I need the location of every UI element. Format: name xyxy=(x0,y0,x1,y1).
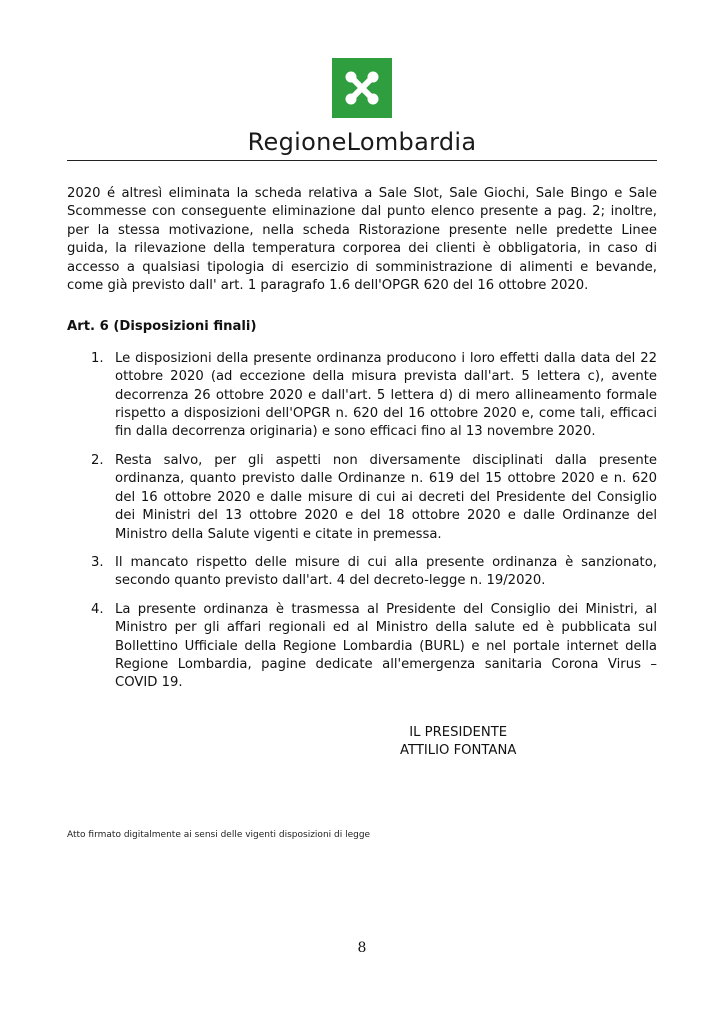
header-divider xyxy=(67,160,657,161)
list-item xyxy=(67,452,657,544)
rosa-camuna-icon xyxy=(332,58,392,118)
document-body xyxy=(67,185,657,703)
list-item-text: La presente ordinanza è trasmessa al Presidente del Consiglio dei Ministri, al Ministro per gli affari regionali ed al Ministro della salute ed è pubblicata sul Bollettino Ufficiale della Regione Lombardia (BURL) e nel portale internet della Regione Lombardia, pagine dedicate all'emergenza sanitaria Corona Virus – COVID 19. xyxy=(115,601,657,691)
page-number: 8 xyxy=(357,940,367,956)
brand-text: RegioneLombardia xyxy=(247,128,477,156)
signature-name: ATTILIO FONTANA xyxy=(400,743,517,759)
list-item-number: 2. xyxy=(91,452,104,468)
signature-block xyxy=(400,724,516,761)
provisions-list xyxy=(67,350,657,693)
list-item xyxy=(67,350,657,442)
list-item-text: Resta salvo, per gli aspetti non diversamente disciplinati dalla presente ordinanza, quanto previsto dalle Ordinanze n. 619 del 15 ottobre 2020 e n. 620 del 16 ottobre 2020 e dalle misure di cui ai decreti del Presidente del Consiglio dei Ministri del 13 ottobre 2020 e del 18 ottobre 2020 e dalle Ordinanze del Ministro della Salute vigenti e citate in premessa. xyxy=(115,452,657,542)
list-item xyxy=(67,554,657,591)
list-item-number: 3. xyxy=(91,554,104,570)
digital-signature-note: Atto firmato digitalmente ai sensi delle vigenti disposizioni di legge xyxy=(67,830,371,840)
regione-lombardia-logo-icon xyxy=(332,58,392,118)
signature-role: IL PRESIDENTE xyxy=(409,725,508,740)
list-item-text: Il mancato rispetto delle misure di cui alla presente ordinanza è sanzionato, secondo quanto previsto dall'art. 4 del decreto-legge n. 19/2020. xyxy=(115,554,657,589)
list-item xyxy=(67,601,657,693)
list-item-number: 4. xyxy=(91,601,104,617)
document-header xyxy=(0,58,724,156)
list-item-text: Le disposizioni della presente ordinanza producono i loro effetti dalla data del 22 ottobre 2020 (ad eccezione della misura prevista dall'art. 5 lettera c), avente decorrenza 26 ottobre 2020 e dall'art. 5 lettera d) di mero allineamento formale rispetto a disposizioni dell'OPGR n. 620 del 16 ottobre 2020 e, come tali, efficaci fin dalla decorrenza originaria) e sono efficaci fino al 13 novembre 2020. xyxy=(115,350,657,440)
list-item-number: 1. xyxy=(91,350,104,366)
intro-paragraph: 2020 é altresì eliminata la scheda relativa a Sale Slot, Sale Giochi, Sale Bingo e Sale Scommesse con conseguente eliminazione dal punto elenco presente a pag. 2; inoltre, per la stessa motivazione, nella scheda Ristorazione presente nelle predette Linee guida, la rilevazione della temperatura corporea dei clienti è obbligatoria, in caso di accesso a qualsiasi tipologia di esercizio di somministrazione di alimenti e bevande, come già previsto dall' art. 1 paragrafo 1.6 dell'OPGR 620 del 16 ottobre 2020. xyxy=(67,186,657,294)
article-title: Art. 6 (Disposizioni finali) xyxy=(67,319,257,335)
